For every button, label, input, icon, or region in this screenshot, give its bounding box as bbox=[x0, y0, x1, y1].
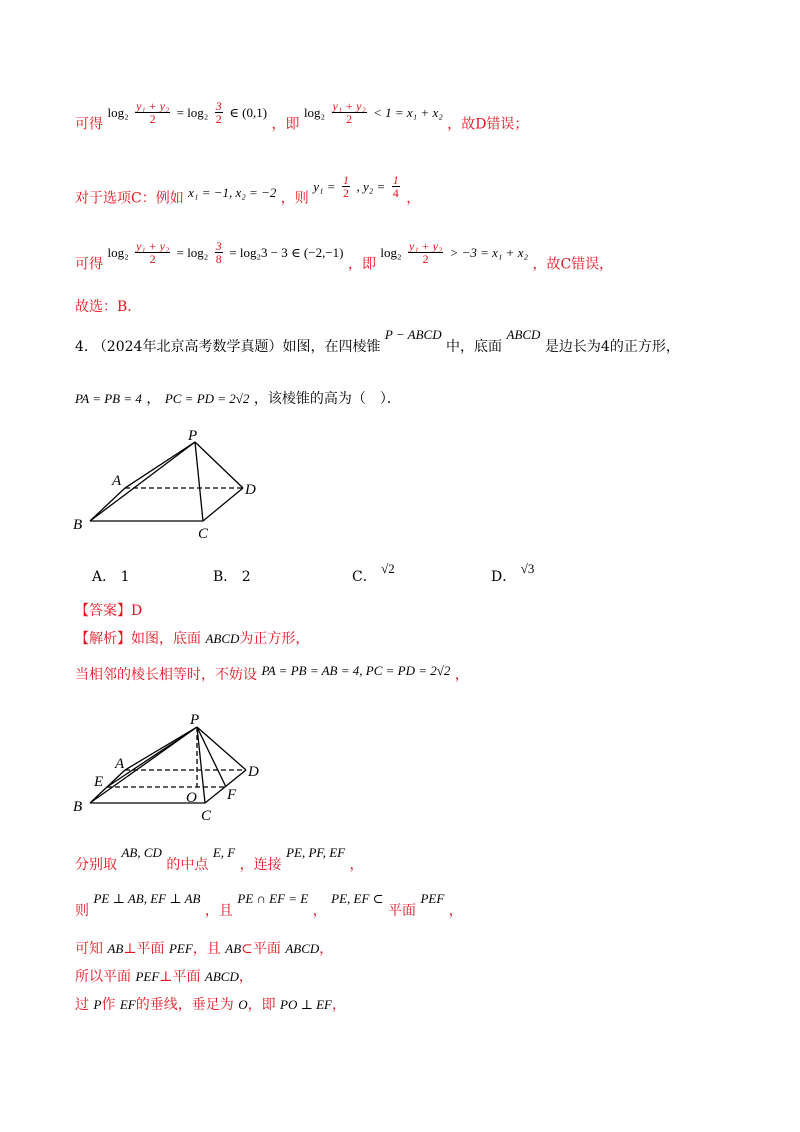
math: y₁ = bbox=[313, 178, 336, 194]
text: 则 bbox=[75, 903, 89, 919]
math: PA = PB = 4 bbox=[75, 391, 142, 406]
option-c-example bbox=[75, 173, 421, 211]
text: 对于选项C：例如 bbox=[75, 190, 184, 207]
math: > −3 = x₁ + x₂ bbox=[449, 244, 528, 260]
answer-line bbox=[75, 604, 142, 618]
label-f: F bbox=[227, 787, 237, 803]
option-b[interactable] bbox=[213, 566, 251, 586]
math: ABCD bbox=[506, 327, 541, 342]
fraction: $\frac{\text{y₁ + y₂}}{2}$ bbox=[332, 99, 366, 126]
text: ， bbox=[312, 903, 327, 919]
text: ，故C错误， bbox=[532, 256, 614, 273]
question-number: 4. bbox=[75, 339, 89, 355]
label-d: D bbox=[245, 482, 256, 498]
math: E, F bbox=[212, 845, 236, 860]
answer-label: 【答案】 bbox=[75, 603, 131, 619]
text: ， bbox=[454, 667, 469, 683]
option-label: B． bbox=[213, 569, 238, 585]
text: ， bbox=[238, 969, 253, 985]
text: ，即 bbox=[247, 997, 276, 1013]
math: PE, EF ⊂ bbox=[331, 891, 384, 906]
math: PC = PD = 2√2 bbox=[164, 391, 250, 406]
text: ，故D错误； bbox=[447, 116, 529, 133]
label-c: C bbox=[198, 526, 209, 542]
question-4-stem-2 bbox=[75, 392, 401, 406]
math: PA = PB = AB = 4, PC = PD = 2√2 bbox=[261, 663, 451, 678]
text: 平面 bbox=[388, 903, 417, 919]
fraction: $\frac{3}{2}$ bbox=[215, 99, 222, 126]
label-e: E bbox=[94, 774, 104, 790]
fraction: $\frac{1}{4}$ bbox=[392, 173, 399, 200]
fraction: $\frac{\text{y₁ + y₂}}{2}$ bbox=[136, 99, 170, 126]
label-p: P bbox=[188, 428, 198, 444]
answer-value: D bbox=[131, 603, 143, 619]
analysis-line-2 bbox=[75, 663, 469, 683]
label-b: B bbox=[73, 517, 83, 533]
label-p: P bbox=[190, 712, 200, 728]
math: < 1 = x₁ + x₂ bbox=[373, 104, 443, 120]
text: ，则 bbox=[280, 190, 309, 207]
option-a[interactable] bbox=[92, 566, 130, 586]
option-value: 1 bbox=[120, 569, 130, 585]
math: ABCD bbox=[205, 631, 240, 646]
math: x₁ = −1, x₂ = −2 bbox=[188, 184, 277, 200]
step-2 bbox=[75, 891, 463, 919]
math: PEF bbox=[135, 969, 160, 984]
fraction: $\frac{1}{2}$ bbox=[343, 173, 350, 200]
text: 作 bbox=[101, 997, 116, 1013]
label-c: C bbox=[201, 808, 212, 824]
label-b: B bbox=[73, 799, 83, 815]
math: , y₂ = bbox=[356, 178, 386, 194]
option-value: √2 bbox=[381, 561, 395, 576]
math: P bbox=[93, 997, 102, 1012]
option-d[interactable] bbox=[491, 558, 535, 585]
fraction: $\frac{3}{8}$ bbox=[215, 239, 222, 266]
math: ∈ (0,1) bbox=[229, 104, 268, 120]
text: 分别取 bbox=[75, 857, 117, 873]
math: log₂ bbox=[107, 244, 129, 260]
text: 可得 bbox=[75, 256, 103, 273]
step-4 bbox=[75, 970, 253, 984]
math: AB bbox=[225, 941, 242, 956]
text: ，且 bbox=[204, 903, 233, 919]
pyramid-figure-1 bbox=[70, 428, 270, 543]
math: ABCD bbox=[285, 941, 320, 956]
math: PE ∩ EF = E bbox=[237, 891, 309, 906]
option-value: √3 bbox=[520, 561, 535, 576]
option-label: D． bbox=[491, 569, 517, 585]
text: ， bbox=[406, 190, 421, 207]
text: 可得 bbox=[75, 116, 103, 133]
text: 是边长为4的正方形， bbox=[544, 339, 680, 355]
step-3 bbox=[75, 942, 333, 956]
math: ABCD bbox=[204, 969, 239, 984]
label-a: A bbox=[115, 756, 125, 772]
text: ，即 bbox=[271, 116, 300, 133]
fraction: $\frac{\text{y₁ + y₂}}{2}$ bbox=[409, 239, 443, 266]
math: PE ⊥ AB, EF ⊥ AB bbox=[93, 891, 201, 906]
text: 的中点 bbox=[166, 857, 209, 873]
math: AB bbox=[107, 941, 124, 956]
math: log₂ bbox=[380, 244, 402, 260]
math: = log₂ bbox=[176, 104, 209, 120]
text: ， bbox=[331, 997, 346, 1013]
text: 所以平面 bbox=[75, 969, 131, 985]
option-c[interactable] bbox=[352, 558, 395, 585]
text: （2024年北京高考数学真题）如图，在四棱锥 bbox=[92, 339, 381, 355]
math: PE, PF, EF bbox=[286, 845, 346, 860]
label-a: A bbox=[112, 473, 122, 489]
text: ， bbox=[146, 391, 161, 407]
text: 为正方形， bbox=[239, 631, 310, 647]
math: = log₂3 − 3 ∈ (−2,−1) bbox=[229, 244, 344, 260]
math: PO ⊥ EF bbox=[280, 997, 332, 1012]
pyramid-figure-2 bbox=[70, 710, 280, 825]
option-label: A． bbox=[92, 569, 117, 585]
option-label: C． bbox=[352, 569, 377, 585]
text: ⊥平面 bbox=[123, 941, 165, 957]
fraction: $\frac{\text{y₁ + y₂}}{2}$ bbox=[136, 239, 170, 266]
text: ，即 bbox=[347, 256, 376, 273]
solution-line-d bbox=[75, 99, 529, 137]
text: ⊂平面 bbox=[241, 941, 281, 957]
label-d: D bbox=[248, 764, 259, 780]
math: log₂ bbox=[303, 104, 326, 120]
math: EF bbox=[119, 997, 136, 1012]
math: O bbox=[238, 997, 248, 1012]
math: AB, CD bbox=[121, 845, 162, 860]
solution-line-c bbox=[75, 239, 614, 277]
option-value: 2 bbox=[241, 569, 251, 585]
step-1 bbox=[75, 845, 364, 873]
text: 可知 bbox=[75, 941, 103, 957]
text: ， bbox=[349, 857, 364, 873]
math: = log₂ bbox=[176, 244, 209, 260]
analysis-line-1 bbox=[75, 632, 309, 646]
text: 中，底面 bbox=[446, 339, 503, 355]
question-4-stem bbox=[75, 327, 680, 355]
label-o: O bbox=[186, 790, 197, 806]
step-5 bbox=[75, 998, 346, 1012]
text: ， bbox=[319, 941, 334, 957]
math: PEF bbox=[420, 891, 445, 906]
text: 故选：B. bbox=[75, 299, 132, 315]
text: 过 bbox=[75, 997, 89, 1013]
choice-conclusion bbox=[75, 300, 132, 314]
text: ， bbox=[448, 903, 463, 919]
text: 如图，底面 bbox=[131, 631, 201, 647]
text: 的垂线，垂足为 bbox=[135, 997, 234, 1013]
analysis-label: 【解析】 bbox=[75, 631, 131, 647]
math: P − ABCD bbox=[384, 327, 442, 342]
text: ，连接 bbox=[239, 857, 282, 873]
text: ⊥平面 bbox=[159, 969, 201, 985]
text: ，且 bbox=[192, 941, 221, 957]
math: PEF bbox=[168, 941, 193, 956]
text: 当相邻的棱长相等时，不妨设 bbox=[75, 667, 257, 683]
text: ，该棱锥的高为（ ）． bbox=[253, 391, 401, 407]
math: log₂ bbox=[107, 104, 129, 120]
